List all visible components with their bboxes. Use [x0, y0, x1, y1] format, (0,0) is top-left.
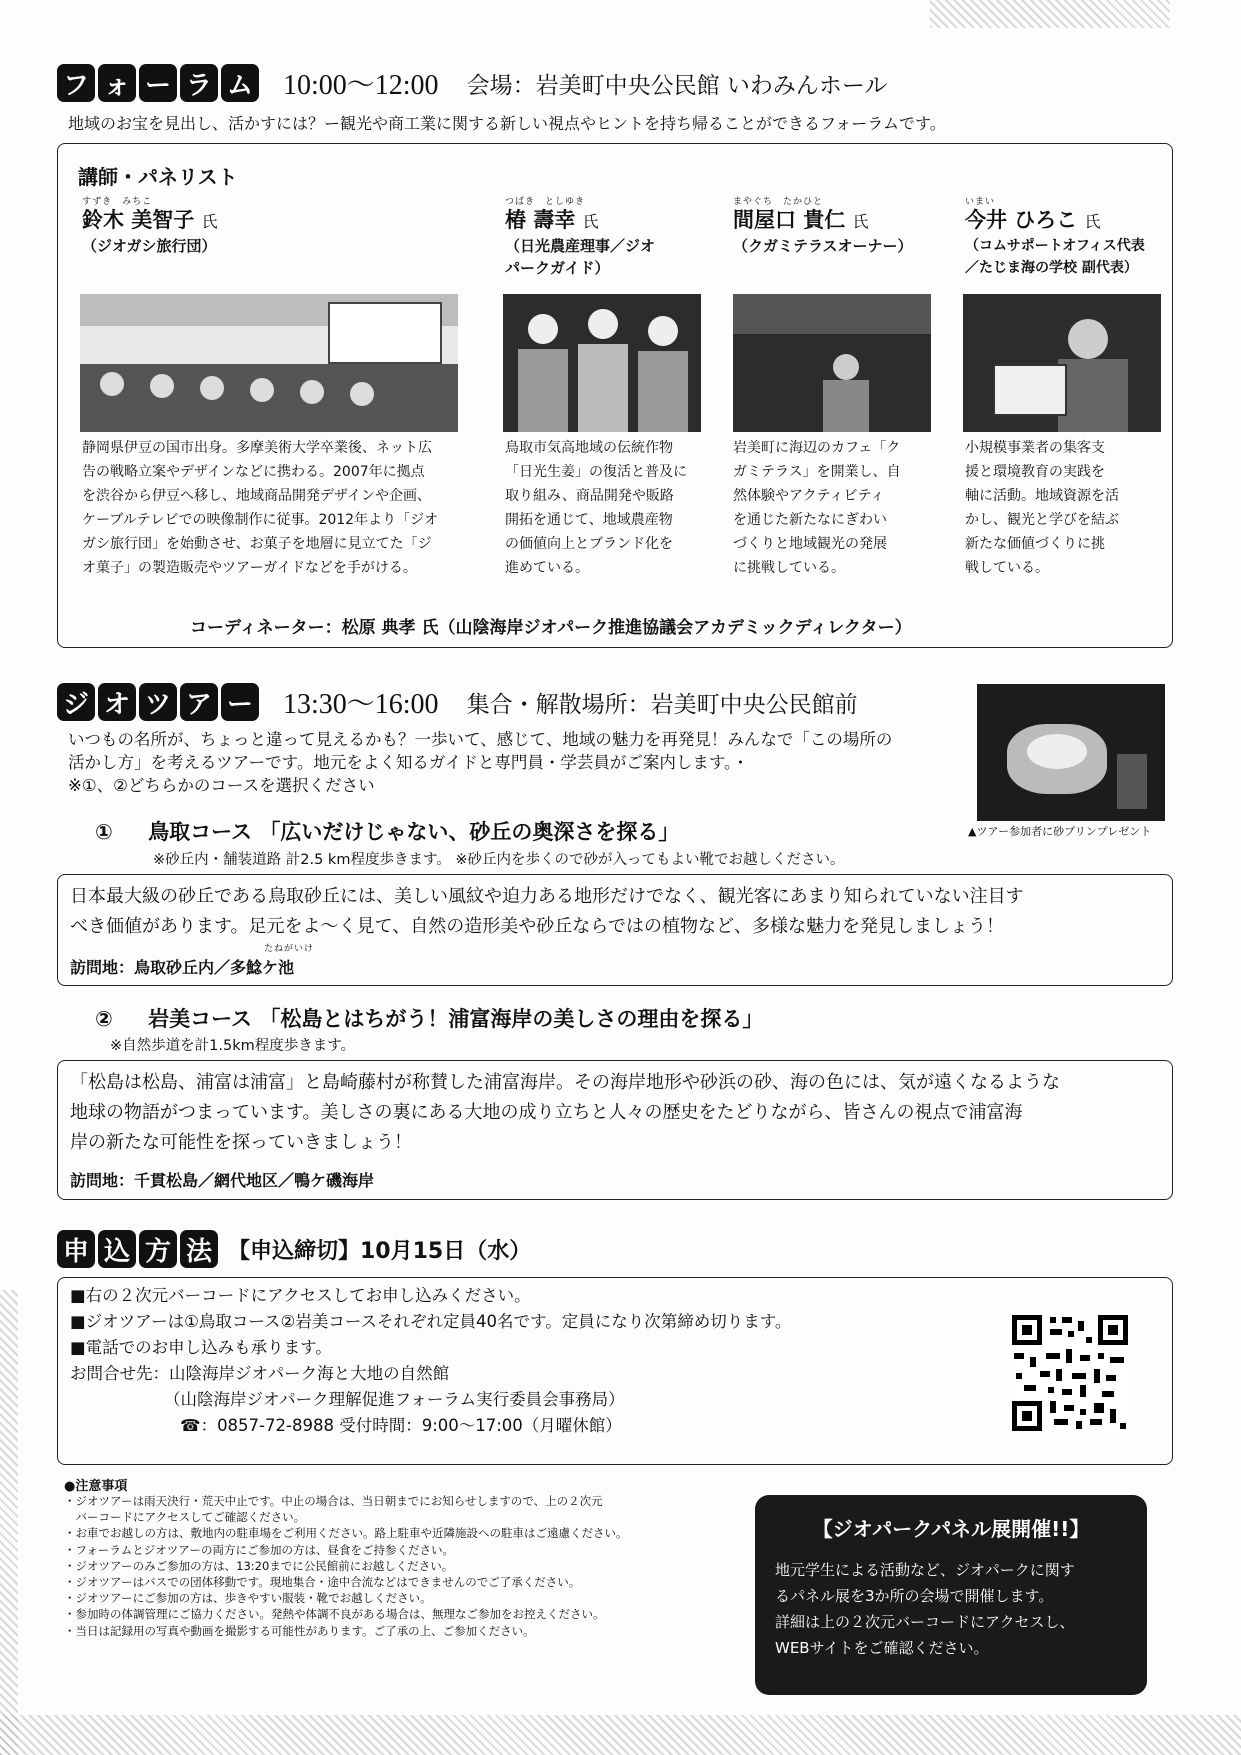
- honorific: 氏: [582, 212, 599, 231]
- bio-line: 静岡県伊豆の国市出身。多摩美術大学卒業後、ネット広: [82, 440, 432, 456]
- panelist-role: ／たじま海の学校 副代表）: [965, 260, 1138, 276]
- panelist-role: （クガミテラスオーナー）: [733, 237, 913, 255]
- tour-badge-char: ツ: [139, 683, 177, 721]
- caution-item: ・参加時の体調管理にご協力ください。発熱や体調不良がある場合は、無理なご参加をお控えください。: [64, 1607, 605, 1622]
- caution-item: バーコードにアクセスしてご確認ください。: [64, 1510, 306, 1525]
- panelist-bio: [82, 436, 438, 580]
- course2-desc: [70, 1068, 1060, 1158]
- panelist-name: 椿 壽幸: [505, 208, 576, 232]
- forum-badge-char: ム: [221, 64, 259, 102]
- panel-exhibit-box: [755, 1495, 1147, 1695]
- forum-header: [57, 63, 887, 103]
- forum-badge-char: ー: [139, 64, 177, 102]
- photo-imai: [963, 294, 1161, 432]
- panelist-role: （日光農産理事／ジオ: [505, 237, 656, 255]
- course2-desc-line: 地球の物語がつまっています。美しさの裏にある大地の成り立ちと人々の歴史をたどりながら、皆さんの視点で浦富海: [70, 1102, 1023, 1123]
- forum-time: 10:00～12:00: [283, 70, 439, 101]
- caution-item: ・ジオツアーは雨天決行・荒天中止です。中止の場合は、当日朝までにお知らせしますので、上の２次元: [64, 1494, 603, 1508]
- caution-item: ・ジオツアーはバスでの団体移動です。現地集合・途中合流などはできませんのでご了承ください。: [64, 1575, 581, 1590]
- bio-line: の価値向上とブランド化を: [505, 536, 673, 552]
- panelist-imai: [965, 197, 1145, 279]
- panelist-bio: [505, 436, 687, 580]
- panelist-ruby: いまい: [965, 197, 996, 207]
- visit1-ruby: たねがいけ: [264, 944, 315, 954]
- qr-code-icon: [1010, 1313, 1130, 1433]
- bio-line: かし、観光と学びを結ぶ: [965, 512, 1119, 528]
- panelist-ruby: つばき としゆき: [505, 197, 586, 207]
- bio-line: を渋谷から伊豆へ移し、地域商品開発デザインや企画、: [82, 488, 432, 504]
- forum-intro: 地域のお宝を見出し、活かすには？ー観光や商工業に関する新しい視点やヒントを持ち帰ることができるフォーラムです。: [68, 114, 946, 133]
- caution-item: ・フォーラムとジオツアーの両方にご参加の方は、昼食をご持参ください。: [64, 1542, 454, 1557]
- course2-visit: 訪問地：千貫松島／網代地区／鴨ケ磯海岸: [70, 1171, 375, 1190]
- tour-intro-line: ※①、②どちらかのコースを選択ください: [68, 776, 375, 795]
- honorific: 氏: [852, 212, 869, 231]
- scan-noise-bottom: [0, 1715, 1241, 1755]
- bio-line: 取り組み、商品開発や販路: [505, 488, 674, 504]
- tour-badge-char: オ: [98, 683, 136, 721]
- course2-desc-line: 「松島は松島、浦富は浦富」と島崎藤村が称賛した浦富海岸。その海岸地形や砂浜の砂、海の色には、気が遠くなるような: [70, 1072, 1060, 1093]
- panelist-bio: [965, 436, 1119, 580]
- photo-tsubaki: [503, 294, 701, 432]
- panel-exhibit-text: [775, 1557, 1075, 1661]
- bio-line: 新たな価値づくりに挑: [965, 536, 1105, 552]
- course2-title: [95, 1003, 763, 1033]
- bio-line: 告の戦略立案やデザインなどに携わる。2007年に拠点: [82, 464, 425, 480]
- apply-badge-char: 申: [57, 1230, 95, 1268]
- tour-time: 13:30～16:00: [283, 689, 439, 720]
- tour-intro-line: いつもの名所が、ちょっと違って見えるかも？一歩いて、感じて、地域の魅力を再発見！みんなで「この場所の: [68, 730, 893, 749]
- panelist-name: 鈴木 美智子: [82, 208, 195, 232]
- bio-line: 「日光生姜」の復活と普及に: [505, 464, 687, 480]
- bio-line: 戦している。: [965, 560, 1049, 576]
- caution-item: ・ジオツアーにご参加の方は、歩きやすい服装・靴でお越しください。: [64, 1591, 432, 1606]
- tour-badge-char: ー: [221, 683, 259, 721]
- panelist-role: （コムサポートオフィス代表: [965, 238, 1145, 254]
- apply-line: ■ジオツアーは①鳥取コース②岩美コースそれぞれ定員40名です。定員になり次第締め切ります。: [70, 1312, 792, 1331]
- tour-header: [57, 682, 858, 722]
- apply-badge-char: 方: [139, 1230, 177, 1268]
- course1-visit: 訪問地：鳥取砂丘内／多鯰ケ池: [70, 958, 295, 977]
- bio-line: 鳥取市気高地域の伝統作物: [505, 440, 673, 456]
- bio-line: に挑戦している。: [733, 560, 845, 576]
- course1-name: 鳥取コース 「広いだけじゃない、砂丘の奥深さを探る」: [148, 820, 680, 844]
- bio-line: ガミテラス」を開業し、自: [733, 464, 901, 480]
- bio-line: 援と環境教育の実践を: [965, 464, 1105, 480]
- apply-badge-char: 込: [98, 1230, 136, 1268]
- course1-note: ※砂丘内・舗装道路 計2.5 km程度歩きます。 ※砂丘内を歩くので砂が入ってもよい靴でお越しください。: [153, 852, 845, 868]
- bio-line: 小規模事業者の集客支: [965, 440, 1105, 456]
- panel-exhibit-line: 地元学生による活動など、ジオパークに関す: [775, 1561, 1075, 1579]
- panelist-tsubaki: [505, 197, 655, 279]
- course1-desc-line: 日本最大級の砂丘である鳥取砂丘には、美しい風紋や迫力ある地形だけでなく、観光客にあまり知られていない注目す: [70, 886, 1024, 907]
- forum-venue: 会場：岩美町中央公民館 いわみんホール: [466, 72, 888, 99]
- panel-exhibit-line: WEBサイトをご確認ください。: [775, 1639, 989, 1657]
- tour-venue: 集合・解散場所：岩美町中央公民館前: [466, 691, 858, 718]
- bio-line: オ菓子」の製造販売やツアーガイドなどを手がける。: [82, 560, 417, 576]
- photo-sand-pudding: [977, 684, 1165, 821]
- scan-noise-top: [930, 0, 1170, 28]
- panelist-heading: 講師・パネリスト: [78, 165, 238, 189]
- photo-mayaguchi: [733, 294, 931, 432]
- qr-code[interactable]: [1010, 1313, 1130, 1433]
- tour-badge-char: ア: [180, 683, 218, 721]
- apply-badge-char: 法: [180, 1230, 218, 1268]
- apply-line: ■右の２次元バーコードにアクセスしてお申し込みください。: [70, 1286, 531, 1305]
- course2-number: ②: [95, 1007, 113, 1031]
- apply-badge: [57, 1230, 218, 1268]
- tour-intro: [68, 728, 892, 797]
- bio-line: 軸に活動。地域資源を活: [965, 488, 1119, 504]
- course1-title: [95, 816, 679, 846]
- course1-desc-line: べき価値があります。足元をよ～く見て、自然の造形美や砂丘ならではの植物など、多様な魅力を発見しましょう！: [70, 916, 1005, 937]
- panel-exhibit-title: 【ジオパークパネル展開催!!】: [812, 1517, 1090, 1541]
- bio-line: 然体験やアクティビティ: [733, 488, 885, 504]
- forum-badge: [57, 64, 259, 102]
- photo-caption: ▲ツアー参加者に砂プリンプレゼント: [968, 825, 1152, 838]
- panelist-name: 間屋口 貴仁: [733, 208, 846, 232]
- photo-forum-venue: [80, 294, 458, 432]
- cautions-title: ●注意事項: [64, 1479, 128, 1494]
- panelist-mayaguchi: [733, 197, 913, 257]
- forum-badge-char: ォ: [98, 64, 136, 102]
- contact-tel: ：0857-72-8988 受付時間：9:00～17:00（月曜休館）: [200, 1416, 622, 1435]
- scan-noise-left: [0, 1290, 18, 1755]
- panelist-role: （ジオガシ旅行団）: [82, 237, 217, 255]
- phone-icon: ☎: [180, 1416, 201, 1435]
- caution-item: ・ジオツアーのみご参加の方は、13:20までに公民館前にお越しください。: [64, 1558, 454, 1573]
- forum-badge-char: フ: [57, 64, 95, 102]
- bio-line: ケーブルテレビでの映像制作に従事。2012年より「ジオ: [82, 512, 439, 528]
- panelist-role: パークガイド）: [505, 259, 610, 277]
- tour-badge: [57, 683, 259, 721]
- panel-exhibit-line: るパネル展を3か所の会場で開催します。: [775, 1587, 1054, 1605]
- tour-badge-char: ジ: [57, 683, 95, 721]
- course2-desc-line: 岸の新たな可能性を探っていきましょう！: [70, 1132, 412, 1153]
- course2-note: ※自然歩道を計1.5km程度歩きます。: [110, 1038, 356, 1054]
- panelist-bio: [733, 436, 901, 580]
- apply-header: [57, 1230, 531, 1268]
- bio-line: ガシ旅行団」を始動させ、お菓子を地層に見立てた「ジ: [82, 536, 432, 552]
- honorific: 氏: [201, 212, 218, 231]
- panelist-suzuki: [82, 197, 218, 257]
- apply-line: ■電話でのお申し込みも承ります。: [70, 1338, 332, 1357]
- apply-deadline: 【申込締切】10月15日（水）: [228, 1238, 532, 1264]
- panelist-ruby: まやぐち たかひと: [733, 197, 824, 207]
- cautions-list: [64, 1493, 628, 1639]
- honorific: 氏: [1084, 212, 1101, 231]
- tour-intro-line: 活かし方」を考えるツアーです。地元をよく知るガイドと専門員・学芸員がご案内します。・: [68, 753, 749, 772]
- caution-item: ・当日は記録用の写真や動画を撮影する可能性があります。ご了承の上、ご参加ください。: [64, 1623, 535, 1638]
- contact-label: お問合せ先：山陰海岸ジオパーク海と大地の自然館: [70, 1364, 450, 1383]
- contact-sub: （山陰海岸ジオパーク理解促進フォーラム実行委員会事務局）: [164, 1390, 625, 1409]
- course1-number: ①: [95, 820, 113, 844]
- bio-line: づくりと地域観光の発展: [733, 536, 887, 552]
- forum-badge-char: ラ: [180, 64, 218, 102]
- panelist-ruby: すずき みちこ: [82, 197, 153, 207]
- course2-name: 岩美コース 「松島とはちがう！浦富海岸の美しさの理由を探る」: [148, 1007, 764, 1031]
- coordinator: コーディネーター：松原 典孝 氏（山陰海岸ジオパーク推進協議会アカデミックディレクター）: [190, 618, 912, 638]
- bio-line: 開拓を通じて、地域農産物: [505, 512, 673, 528]
- course1-desc: [70, 882, 1024, 942]
- panel-exhibit-line: 詳細は上の２次元バーコードにアクセスし、: [775, 1613, 1075, 1631]
- caution-item: ・お車でお越しの方は、敷地内の駐車場をご利用ください。路上駐車や近隣施設への駐車はご遠慮ください。: [64, 1526, 628, 1541]
- bio-line: 岩美町に海辺のカフェ「ク: [733, 440, 901, 456]
- bio-line: 進めている。: [505, 560, 589, 576]
- bio-line: を通じた新たなにぎわい: [733, 512, 887, 528]
- panelist-name: 今井 ひろこ: [965, 208, 1078, 232]
- apply-lines: [70, 1283, 791, 1439]
